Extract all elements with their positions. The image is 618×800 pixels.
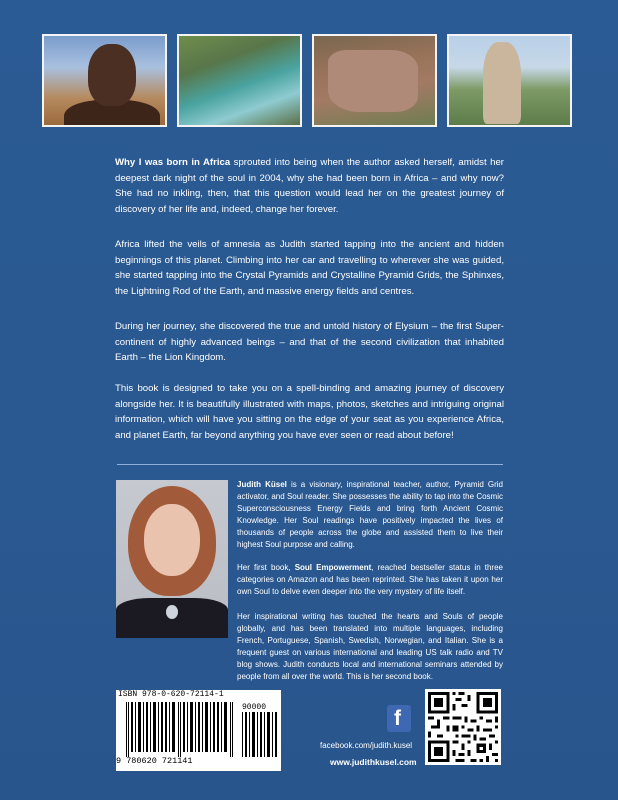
author-name: Judith Küsel <box>237 480 287 489</box>
author-photo <box>116 480 228 638</box>
author-bio-paragraph-2 <box>237 562 503 598</box>
bushman-portrait-photo <box>42 34 167 127</box>
description-paragraph-1 <box>115 155 504 217</box>
author-bio-paragraph-2-text: , reached bestseller status in three categories on Amazon and has been reprinted. She has taken it upon her own Soul to delve even deeper into the very mystery of life itself. <box>237 563 503 596</box>
price-addon-number: 90000 <box>242 703 267 712</box>
carved-rock-photo <box>312 34 437 127</box>
description-paragraph-1-text: sprouted into being when the author asked herself, amidst her deepest dark night of the soul in 2004, why she had been born in Africa – and why now? She had no inkling, then, that this question would lead her on the greatest journey of discovery of her life and, indeed, change her forever. <box>115 157 504 215</box>
ean-barcode-bars <box>126 702 238 757</box>
author-bio-paragraph-1 <box>237 479 503 551</box>
author-bio-paragraph-2-intro: Her first book, <box>237 563 295 572</box>
isbn-number: ISBN 978-0-620-72114-1 <box>118 690 224 699</box>
facebook-icon[interactable] <box>387 705 411 732</box>
first-book-title: Soul Empowerment <box>294 563 372 572</box>
author-bio-paragraph-1-text: is a visionary, inspirational teacher, author, Pyramid Grid activator, and Soul reader. She possesses the ability to tap into the Cosmic Superconsciousness Energy Fields and bring forth Ancient Cosmic Knowledge. Her Soul readings have positively impacted the lives of thousands of people across the globe and assisted them to live their highest Soul purpose and calling. <box>237 480 503 549</box>
isbn-barcode <box>116 690 281 771</box>
facebook-url[interactable]: facebook.com/judith.kusel <box>320 741 413 750</box>
website-url[interactable]: www.judithkusel.com <box>330 757 417 767</box>
facebook-glyph: f <box>394 707 401 730</box>
ean-digits: 9 780620 721141 <box>116 756 193 766</box>
divider-rule <box>117 464 503 465</box>
author-bio-paragraph-3: Her inspirational writing has touched the hearts and Souls of people globally, and has been translated into multiple languages, including French, Portuguese, Spanish, Swedish, Norwegian, and Italian. She is a frequent guest on various international and leading US talk radio and TV blog shows. Judith conducts local and international seminars attended by people from all over the world. This is her second book. <box>237 612 503 681</box>
addon-barcode-bars <box>242 712 278 757</box>
book-title-lead: Why I was born in Africa <box>115 157 231 168</box>
standing-stone-photo <box>447 34 572 127</box>
description-paragraph-2: Africa lifted the veils of amnesia as Judith started tapping into the ancient and hidden beginnings of this planet. Climbing into her car and travelling to wherever she was guided, she started tapping into the Crystal Pyramids and Crystalline Pyramid Grids, the Sphinxes, the Lightning Rod of the Earth, and massive energy fields and centres. <box>115 239 504 297</box>
coastal-cove-photo <box>177 34 302 127</box>
description-paragraph-4: This book is designed to take you on a spell-binding and amazing journey of discovery alongside her. It is beautifully illustrated with maps, photos, sketches and intriguing original information, which will have you sitting on the edge of your seat as you experience Africa, and planet Earth, far beyond anything you have ever seen or read about before! <box>115 383 504 441</box>
description-paragraph-3: During her journey, she discovered the true and untold history of Elysium – the first Super-continent of highly advanced beings – and that of the second civilization that inhabited Earth – the Lion Kingdom. <box>115 321 504 364</box>
qr-code[interactable] <box>425 689 501 765</box>
